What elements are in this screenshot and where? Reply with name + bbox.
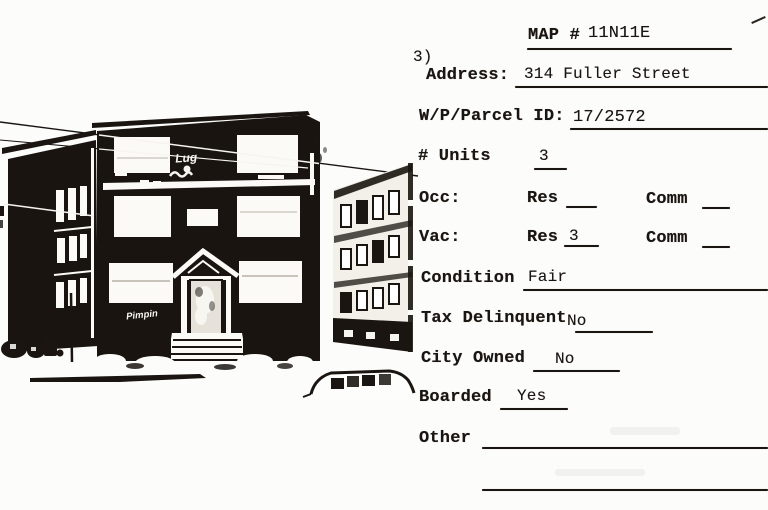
scan-smudge <box>610 427 680 435</box>
occupied-res-underline <box>566 206 597 208</box>
city-owned-underline <box>533 370 620 372</box>
other-underline-1 <box>482 447 768 449</box>
left-building <box>1 130 98 362</box>
street-curb <box>30 374 206 382</box>
condition-value: Fair <box>528 268 568 286</box>
map-number-value: 11N11E <box>588 24 651 43</box>
occupied-comm-underline <box>702 207 730 209</box>
item-number: 3) <box>413 48 433 66</box>
vacant-comm-underline <box>702 246 730 248</box>
vacant-res-label: Res <box>527 228 559 247</box>
front-steps <box>166 333 248 361</box>
units-value: 3 <box>539 147 549 165</box>
tax-delinquent-label: Tax Delinquent <box>421 309 567 328</box>
other-label: Other <box>419 429 472 448</box>
parcel-id-label: W/P/Parcel ID: <box>419 107 565 126</box>
right-building <box>333 163 413 352</box>
tax-delinquent-underline <box>575 331 653 333</box>
photo-edge-artifact <box>0 206 4 228</box>
address-value: 314 Fuller Street <box>524 65 691 83</box>
vacant-res-underline <box>564 245 599 247</box>
vacant-comm-label: Comm <box>646 229 688 248</box>
occupied-res-label: Res <box>527 189 559 208</box>
units-label: # Units <box>418 147 491 166</box>
graffiti-blob <box>184 166 191 173</box>
corner-tick-mark <box>751 16 766 24</box>
units-underline <box>534 168 567 170</box>
vacant-res-value: 3 <box>569 227 579 245</box>
graffiti-pimpin: Pimpin <box>125 308 159 323</box>
map-number-label: MAP # <box>528 26 581 45</box>
address-underline <box>515 86 768 88</box>
address-label: Address: <box>426 66 510 85</box>
boarded-underline <box>500 408 568 410</box>
other-underline-2 <box>482 489 768 491</box>
condition-underline <box>523 289 768 291</box>
boarded-label: Boarded <box>419 388 492 407</box>
car <box>303 371 414 397</box>
occupied-label: Occ: <box>419 189 461 208</box>
graffiti-lug: Lug <box>174 150 198 166</box>
tax-delinquent-value: No <box>567 312 587 330</box>
boarded-value: Yes <box>517 387 547 405</box>
map-number-underline <box>527 48 732 50</box>
condition-label: Condition <box>421 269 515 288</box>
vacant-label: Vac: <box>419 228 461 247</box>
scan-smudge <box>555 469 645 476</box>
occupied-comm-label: Comm <box>646 190 688 209</box>
parcel-id-value: 17/2572 <box>573 108 646 127</box>
city-owned-label: City Owned <box>421 349 526 368</box>
parcel-id-underline <box>570 128 768 130</box>
city-owned-value: No <box>555 350 575 368</box>
